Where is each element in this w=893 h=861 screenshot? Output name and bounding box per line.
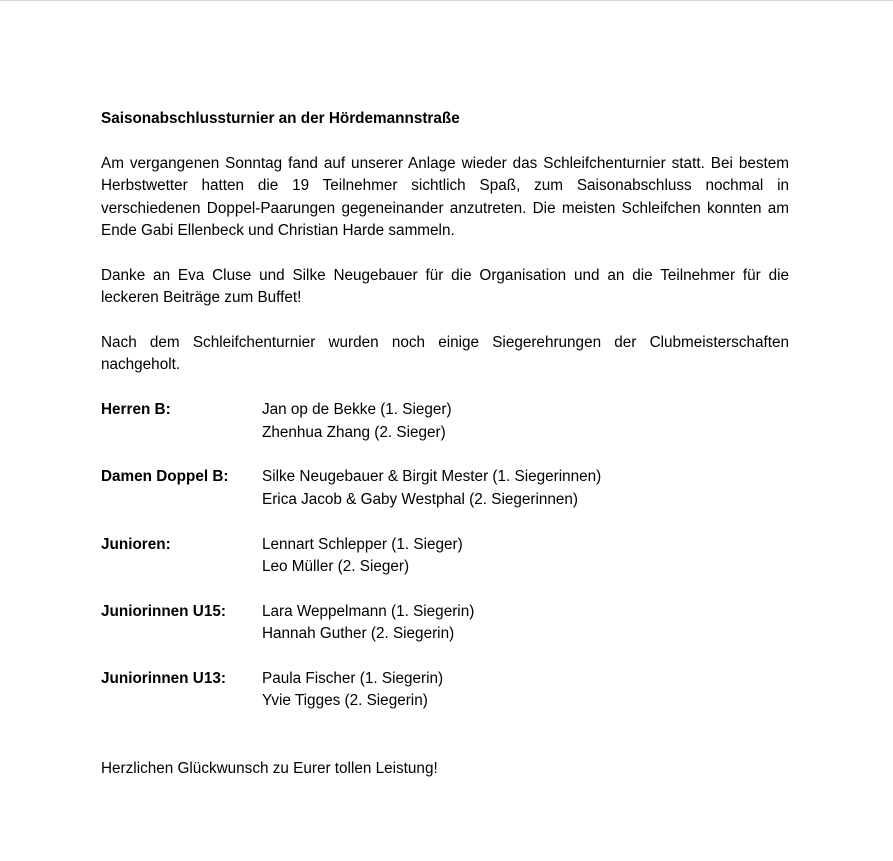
document-body	[101, 108, 789, 802]
result-category: Juniorinnen U15:	[101, 602, 226, 620]
result-category: Junioren:	[101, 535, 171, 553]
result-winners	[262, 534, 789, 579]
winner-first: Lennart Schlepper (1. Sieger)	[262, 535, 463, 553]
result-winners	[262, 399, 789, 444]
winner-second: Hannah Guther (2. Siegerin)	[262, 625, 455, 643]
result-row-herren-b	[101, 399, 789, 444]
result-row-damen-doppel-b	[101, 466, 789, 511]
results-list	[101, 399, 789, 713]
closing-line: Herzlichen Glückwunsch zu Eurer tollen Leistung!	[101, 759, 438, 777]
page-top-border	[0, 0, 893, 1]
winner-first: Jan op de Bekke (1. Sieger)	[262, 401, 452, 419]
result-category: Juniorinnen U13:	[101, 670, 226, 688]
winner-second: Leo Müller (2. Sieger)	[262, 558, 410, 576]
winner-first: Paula Fischer (1. Siegerin)	[262, 670, 444, 688]
document-title: Saisonabschlussturnier an der Hördemannstraße	[101, 110, 460, 127]
winner-second: Yvie Tigges (2. Siegerin)	[262, 692, 428, 710]
result-winners	[262, 668, 789, 713]
result-winners	[262, 601, 789, 646]
result-category: Damen Doppel B:	[101, 468, 229, 486]
winner-second: Zhenhua Zhang (2. Sieger)	[262, 423, 446, 441]
paragraph-ceremonies: Nach dem Schleifchenturnier wurden noch einige Siegerehrungen der Clubmeisterschaften nachgeholt.	[101, 334, 789, 374]
result-row-junioren	[101, 534, 789, 579]
winner-second: Erica Jacob & Gaby Westphal (2. Siegerinnen)	[262, 490, 579, 508]
winner-first: Silke Neugebauer & Birgit Mester (1. Siegerinnen)	[262, 468, 602, 486]
winner-first: Lara Weppelmann (1. Siegerin)	[262, 602, 475, 620]
paragraph-tournament: Am vergangenen Sonntag fand auf unserer Anlage wieder das Schleifchenturnier statt. Bei bestem Herbstwetter hatten die 19 Teilnehmer sichtlich Spaß, zum Saisonabschluss nochmal in verschiedenen Doppel-Paarungen gegeneinander anzutreten. Die meisten Schleifchen konnten am Ende Gabi Ellenbeck und Christian Harde sammeln.	[101, 154, 789, 240]
result-row-juniorinnen-u13	[101, 668, 789, 713]
result-row-juniorinnen-u15	[101, 601, 789, 646]
paragraph-thanks: Danke an Eva Cluse und Silke Neugebauer für die Organisation und an die Teilnehmer für die leckeren Beiträge zum Buffet!	[101, 266, 789, 307]
result-winners	[262, 466, 789, 511]
result-category: Herren B:	[101, 401, 171, 419]
